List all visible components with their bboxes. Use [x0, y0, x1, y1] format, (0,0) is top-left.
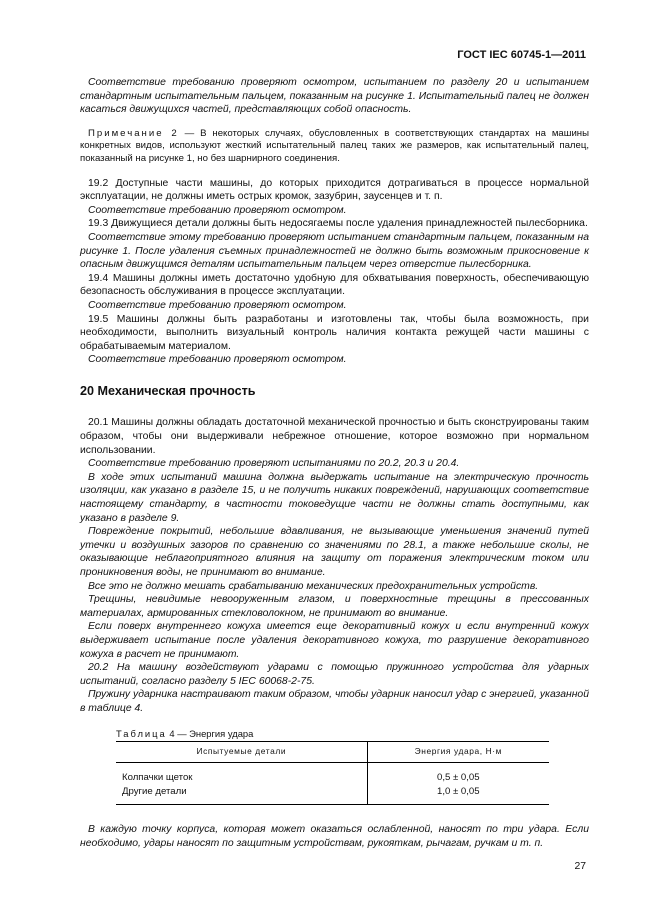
table-caption-rest: 4 — Энергия удара	[166, 727, 254, 739]
page-number: 27	[574, 861, 586, 872]
test-text-2: Повреждение покрытий, небольшие вдавливания, не вызывающие уменьшения значений путей утечки и воздушных зазоров по сравнению со значениями по 28.1, а также небольшие сколы, не оказывающие неблагоприятного влияния на защиту от поражения электрическим током или проникновения воды, не принимают во внимание.	[80, 526, 589, 578]
conformity-19-5: Соответствие требованию проверяют осмотром.	[88, 354, 347, 366]
page-content	[80, 76, 589, 851]
clause-19-5: 19.5 Машины должны быть разработаны и изготовлены так, чтобы была возможность, при необходимости, выполнить визуальный контроль наличия контакта режущей части машины с обрабатываемым материалом.	[80, 313, 589, 352]
clause-19-3: 19.3 Движущиеся детали должны быть недосягаемы после удаления принадлежностей пылесборника.	[88, 218, 588, 230]
table-cell-energy: 1,0 ± 0,05	[367, 785, 549, 805]
table-cell-part: Колпачки щеток	[116, 763, 367, 785]
standard-header: ГОСТ IEC 60745-1—2011	[457, 49, 586, 61]
clause-20-2: 20.2 На машину воздействуют ударами с помощью пружинного устройства для ударных испытаний, согласно разделу 5 IEC 60068-2-75.	[80, 662, 589, 687]
table-row	[116, 763, 549, 785]
clause-20-1: 20.1 Машины должны обладать достаточной механической прочностью и быть сконструированы таким образом, чтобы они выдерживали небрежное отношение, которое возможно при нормальном использовании.	[80, 417, 589, 456]
clause-19-4: 19.4 Машины должны иметь достаточно удобную для обхватывания поверхность, обеспечивающую безопасность обслуживания в процессе эксплуатации.	[80, 272, 589, 298]
test-text-6: Пружину ударника настраивают таким образом, чтобы ударник наносил удар с энергией, указанной в таблице 4.	[80, 689, 589, 714]
note-text: — В некоторых случаях, обусловленных в соответствующих стандартах на машины конкретных видов, используют жесткий испытательный палец таких же размеров, как испытательный палец, показанный на рисунке 1, но без шарнирного соединения.	[80, 127, 589, 164]
conformity-19-1: Соответствие требованию проверяют осмотром, испытанием по разделу 20 и испытанием стандартным испытательным пальцем, показанным на рисунке 1. Испытательный палец не должен касаться движущихся частей, представляющих собой опасность.	[80, 77, 589, 116]
column-header-energy: Энергия удара, Н·м	[367, 741, 549, 763]
table-header-row	[116, 741, 549, 763]
conformity-19-4: Соответствие требованию проверяют осмотром.	[88, 299, 347, 311]
section-20-heading: 20 Механическая прочность	[80, 383, 256, 398]
conformity-19-2: Соответствие требованию проверяют осмотром.	[88, 204, 347, 216]
table-4-caption	[116, 728, 589, 740]
table-row	[116, 785, 549, 805]
column-header-parts: Испытуемые детали	[116, 741, 367, 763]
test-text-4: Трещины, невидимые невооруженным глазом, и поверхностные трещины в прессованных материалах, армированных стекловолокном, не принимают во внимание.	[80, 594, 589, 619]
table-4	[116, 741, 549, 806]
conformity-20-1: Соответствие требованию проверяют испытаниями по 20.2, 20.3 и 20.4.	[88, 458, 460, 470]
table-caption-label: Таблица	[116, 727, 167, 739]
note-2	[80, 128, 589, 166]
test-text-5: Если поверх внутреннего кожуха имеется еще декоративный кожух и если внутренний кожух выдерживает испытание после удаления декоративного кожуха, то разрушение декоративного кожуха в расчет не принимают.	[80, 621, 589, 660]
conformity-19-3: Соответствие этому требованию проверяют испытанием стандартным пальцем, показанным на рисунке 1. После удаления съемных принадлежностей не должно быть возможным прикосновение к опасным движущимся деталям испытательным пальцем через отверстие пылесборника.	[80, 231, 589, 271]
test-text-3: Все это не должно мешать срабатыванию механических предохранительных устройств.	[88, 580, 539, 592]
note-label: Примечание 2	[88, 127, 179, 139]
clause-19-2: 19.2 Доступные части машины, до которых приходится дотрагиваться в процессе нормальной эксплуатации, не должны иметь острых кромок, зазубрин, заусенцев и т. п.	[80, 177, 589, 203]
table-cell-energy: 0,5 ± 0,05	[437, 772, 480, 784]
test-text-1: В ходе этих испытаний машина должна выдержать испытание на электрическую прочность изоляции, как указано в разделе 15, и не получить никаких повреждений, нарушающих соответствие настоящему стандарту, в частности токоведущие части не должны стать доступными, как указано в разделе 9.	[80, 471, 589, 524]
impact-points-text: В каждую точку корпуса, которая может оказаться ослабленной, наносят по три удара. Если необходимо, удары наносят по защитным устройствам, рукояткам, рычагам, ручкам и т. п.	[80, 824, 589, 849]
table-cell-part: Другие детали	[116, 785, 367, 805]
